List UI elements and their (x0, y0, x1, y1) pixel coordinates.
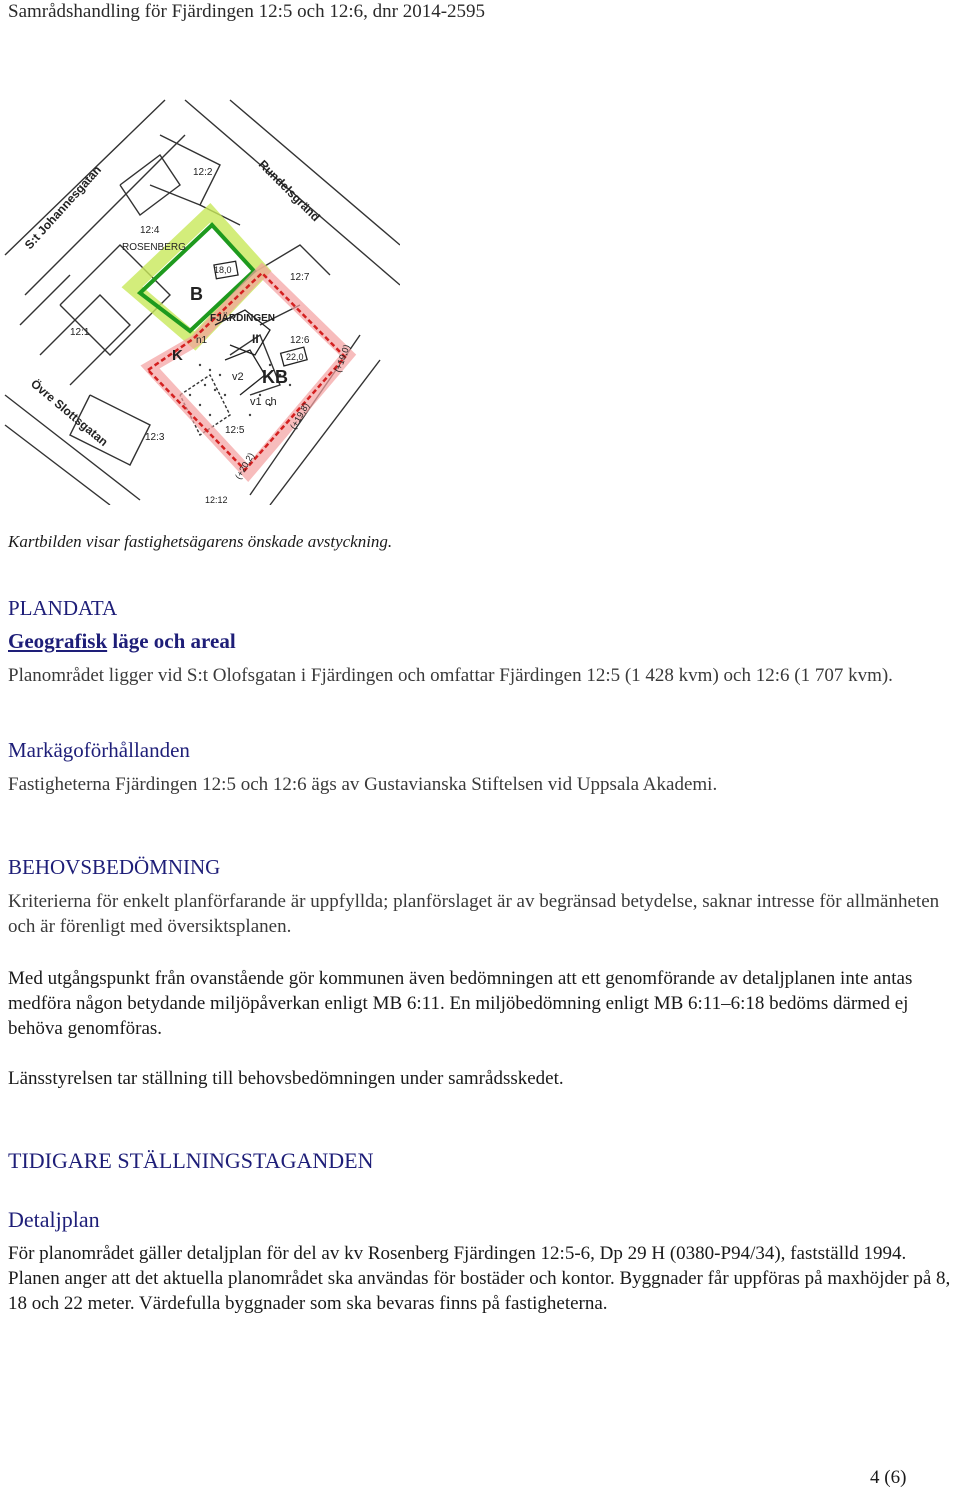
geo-text: Planområdet ligger vid S:t Olofsgatan i Fjärdingen och omfattar Fjärdingen 12:5 (1 428 kvm) och 12:6 (1 707 kvm). (8, 665, 893, 686)
map-label-12-2: 12:2 (193, 167, 213, 178)
map-label-fjardingen: FJÄRDINGEN (210, 313, 276, 324)
heading-geografisk-part-a: Geografisk (8, 629, 108, 653)
page-number: 4 (6) (870, 1467, 907, 1488)
page-header: Samrådshandling för Fjärdingen 12:5 och 12:6, dnr 2014-2595 (8, 1, 486, 22)
map-label-elev-19-8: (+19,8) (288, 401, 312, 431)
map-label-rosenberg: ROSENBERG (122, 242, 186, 253)
behov-paragraph-3: Länsstyrelsen tar ställning till behovsbedömningen under samrådsskedet. (8, 1068, 564, 1089)
map-caption: Kartbilden visar fastighetsägarens önskade avstyckning. (8, 532, 393, 551)
detaljplan-text: För planområdet gäller detaljplan för del av kv Rosenberg Fjärdingen 12:5-6, Dp 29 H (0380-P94/34), fastställd 1994. Planen anger att det aktuella planområdet ska användas för bostäder och kontor. Byggnader får uppföras på maxhöjder på 8, 18 och 22 meter. Värdefulla byggnader som ska bevaras finns på fastigheterna. (8, 1243, 951, 1314)
mark-text: Fastigheterna Fjärdingen 12:5 och 12:6 ägs av Gustavianska Stiftelsen vid Uppsala Akademi. (8, 774, 718, 795)
map-label-k: K (172, 347, 183, 364)
behov-paragraph-2: Med utgångspunkt från ovanstående gör kommunen även bedömningen att ett genomförande av detaljplanen inte antas medföra någon betydande miljöpåverkan enligt MB 6:11. En miljöbedömning enligt MB 6:11–6:18 bedöms därmed ej behöva genomföras. (8, 968, 913, 1039)
heading-behovsbedomning: BEHOVSBEDÖMNING (8, 855, 221, 879)
heading-plandata: PLANDATA (8, 596, 118, 620)
map-label-12-3: 12:3 (145, 432, 165, 443)
map-label-b: B (190, 284, 203, 304)
map-label-rundelsgrand: Rundelsgränd (255, 157, 323, 225)
map-label-st-johannesgatan: S:t Johannesgatan (21, 162, 105, 253)
heading-geografisk (8, 629, 236, 654)
heading-markagoforhallanden: Markägoförhållanden (8, 738, 190, 762)
area-kb-outline (148, 273, 345, 470)
map-label-v1: v1 (250, 396, 262, 408)
map-label-kb: KB (262, 367, 288, 387)
map-label-elev-20-2: (+20,2) (233, 451, 257, 481)
map-label-ii: II (252, 332, 259, 346)
map-label-ch: ch (265, 396, 277, 408)
heading-tidigare-stallningstaganden: TIDIGARE STÄLLNINGSTAGANDEN (8, 1148, 374, 1173)
map-label-12-7: 12:7 (290, 272, 310, 283)
map-label-v2: v2 (232, 371, 244, 383)
map-label-12-4: 12:4 (140, 225, 160, 236)
map-label-12-6: 12:6 (290, 335, 310, 346)
map-label-12-5: 12:5 (225, 425, 245, 436)
area-kb-highlight (150, 271, 348, 473)
map-label-n1: n1 (196, 335, 208, 346)
map-label-ovre-slottsgatan: Övre Slottsgatan (28, 376, 111, 450)
map-label-12-12: 12:12 (205, 495, 228, 505)
property-map (0, 95, 400, 505)
map-label-height-22: 22,0 (286, 352, 304, 362)
map-label-12-1: 12:1 (70, 327, 90, 338)
map-label-elev-19-0: (+19,0) (332, 343, 352, 374)
heading-detaljplan: Detaljplan (8, 1207, 100, 1232)
map-label-height-18: 18,0 (214, 265, 232, 275)
behov-paragraph-1: Kriterierna för enkelt planförfarande är uppfyllda; planförslaget är av begränsad betydelse, saknar intresse för allmänheten och är förenligt med översiktsplanen. (8, 891, 940, 937)
heading-geografisk-part-b: läge och areal (107, 629, 236, 653)
